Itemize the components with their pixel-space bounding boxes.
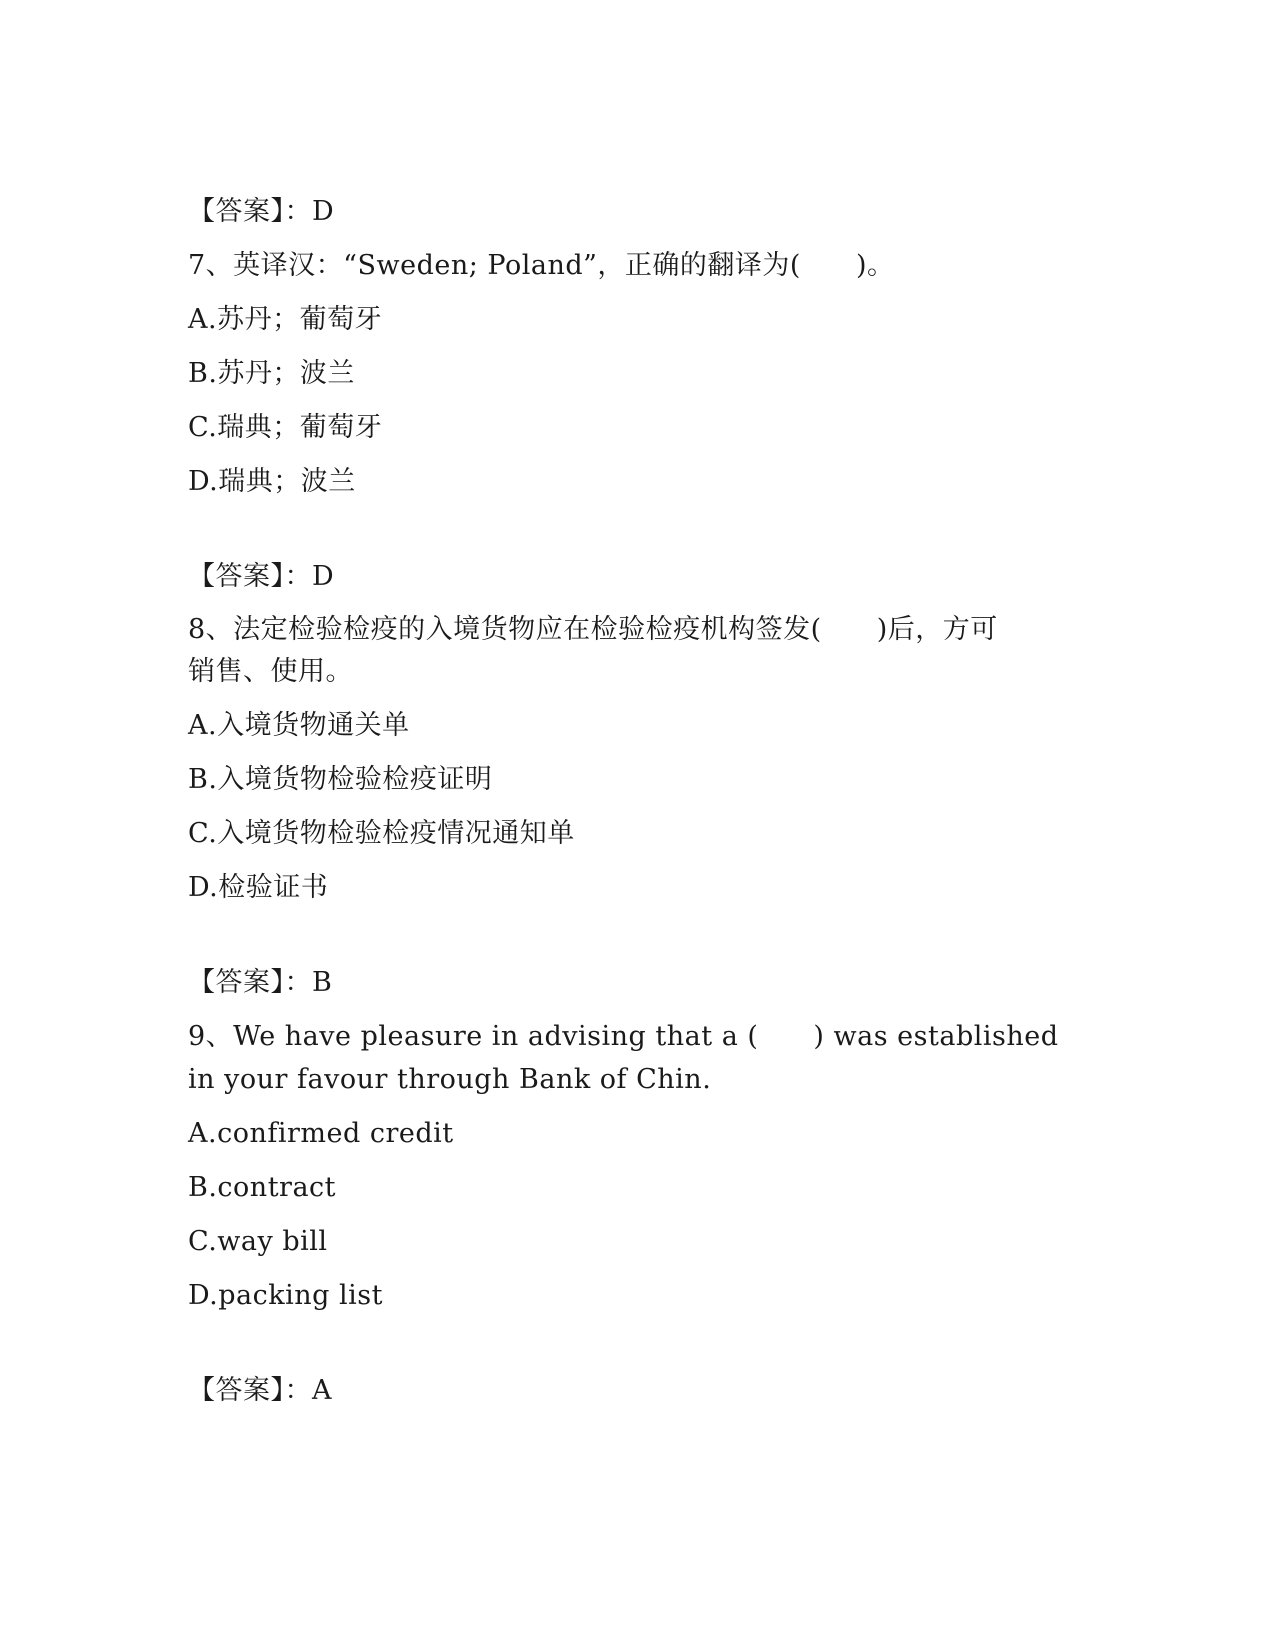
q9-option-a: A.confirmed credit bbox=[188, 1118, 454, 1149]
q7-option-b: B.苏丹；波兰 bbox=[188, 358, 355, 389]
q7-option-a: A.苏丹；葡萄牙 bbox=[188, 304, 383, 335]
q7-option-c: C.瑞典；葡萄牙 bbox=[188, 412, 383, 443]
question-8-line-1: 8、法定检验检疫的入境货物应在检验检疫机构签发( )后，方可 bbox=[188, 614, 998, 645]
answer-q9: 【答案】：A bbox=[188, 1375, 332, 1406]
q9-option-c: C.way bill bbox=[188, 1226, 328, 1257]
question-9-line-2: in your favour through Bank of Chin. bbox=[188, 1064, 712, 1095]
q9-option-d: D.packing list bbox=[188, 1280, 383, 1311]
q8-option-d: D.检验证书 bbox=[188, 872, 329, 903]
q8-option-a: A.入境货物通关单 bbox=[188, 710, 410, 741]
answer-q8: 【答案】：B bbox=[188, 967, 333, 998]
q8-option-b: B.入境货物检验检疫证明 bbox=[188, 764, 493, 795]
answer-q7: 【答案】：D bbox=[188, 561, 335, 592]
question-7: 7、英译汉：“Sweden; Poland”，正确的翻译为( )。 bbox=[188, 250, 895, 281]
q7-option-d: D.瑞典；波兰 bbox=[188, 466, 356, 497]
question-9-line-1: 9、We have pleasure in advising that a ( ) was established bbox=[188, 1021, 1059, 1052]
answer-q6: 【答案】：D bbox=[188, 196, 335, 227]
q9-option-b: B.contract bbox=[188, 1172, 337, 1203]
q8-option-c: C.入境货物检验检疫情况通知单 bbox=[188, 818, 575, 849]
question-8-line-2: 销售、使用。 bbox=[188, 656, 353, 687]
